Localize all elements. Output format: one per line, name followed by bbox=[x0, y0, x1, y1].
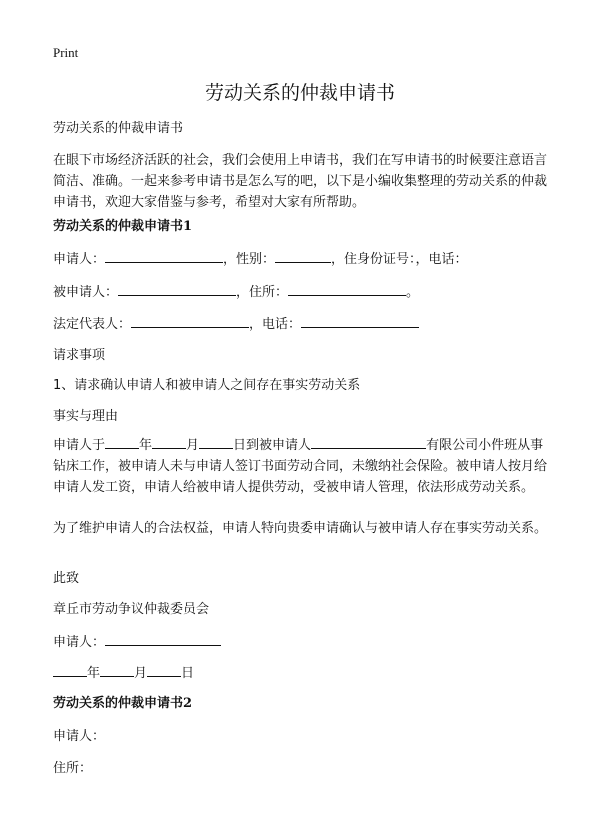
company-name-blank bbox=[311, 434, 426, 449]
signature-label: 申请人： bbox=[53, 635, 106, 650]
gender-label: ，性别： bbox=[223, 252, 276, 267]
sign-day-blank bbox=[147, 662, 181, 677]
applicant-line bbox=[53, 248, 548, 270]
request-item-1: 1、请求确认申请人和被申请人之间存在事实劳动关系 bbox=[53, 378, 361, 393]
section-2-applicant: 申请人： bbox=[53, 729, 106, 744]
respondent-label: 被申请人： bbox=[53, 285, 119, 300]
applicant-name-blank bbox=[105, 248, 223, 263]
date-year-label: 年 bbox=[87, 666, 101, 681]
id-phone-label: ，住身份证号：，电话： bbox=[331, 252, 468, 267]
facts-paragraph-2: 为了维护申请人的合法权益，申请人特向贵委申请确认与被申请人存在事实劳动关系。 bbox=[53, 521, 548, 536]
year-label: 年 bbox=[139, 438, 153, 453]
page-title: 劳动关系的仲裁申请书 bbox=[204, 82, 395, 104]
signature-blank bbox=[105, 631, 221, 646]
legal-rep-label: 法定代表人： bbox=[53, 317, 132, 332]
applicant-label: 申请人： bbox=[53, 252, 106, 267]
gender-blank bbox=[275, 248, 331, 263]
facts-text: 申请人于 bbox=[53, 438, 106, 453]
section-1-heading: 劳动关系的仲裁申请书1 bbox=[53, 219, 193, 234]
phone-label: ，电话： bbox=[249, 317, 302, 332]
facts-text-cont: 有限公司小件班从事钻床工作，被申请人未与申请人签订书面劳动合同，未缴纳社会保险。被申请人按月给申请人发工资，申请人给被申请人提供劳动，受被申请人管理，依法形成劳动关系。 bbox=[53, 438, 548, 495]
respondent-name-blank bbox=[118, 281, 236, 296]
respondent-address-blank bbox=[288, 281, 406, 296]
closing-text: 此致 bbox=[53, 571, 80, 586]
section-2-heading: 劳动关系的仲裁申请书2 bbox=[53, 696, 193, 711]
committee-name: 章丘市劳动争议仲裁委员会 bbox=[53, 602, 210, 617]
facts-heading: 事实与理由 bbox=[53, 409, 119, 424]
requests-heading: 请求事项 bbox=[53, 348, 106, 363]
start-month-blank bbox=[152, 434, 186, 449]
month-label: 月 bbox=[186, 438, 200, 453]
phone-blank bbox=[301, 313, 419, 328]
start-day-blank bbox=[199, 434, 233, 449]
start-year-blank bbox=[105, 434, 139, 449]
sign-year-blank bbox=[53, 662, 87, 677]
day-to-label: 日到被申请人 bbox=[233, 438, 312, 453]
respondent-line bbox=[53, 281, 548, 303]
print-link[interactable]: Print bbox=[53, 45, 79, 60]
section-2-address: 住所： bbox=[53, 761, 93, 776]
date-line bbox=[53, 662, 548, 684]
facts-paragraph-1 bbox=[53, 434, 548, 498]
date-day-label: 日 bbox=[181, 666, 195, 681]
sign-month-blank bbox=[100, 662, 134, 677]
date-month-label: 月 bbox=[134, 666, 148, 681]
respondent-period: 。 bbox=[406, 285, 420, 300]
legal-rep-line bbox=[53, 313, 548, 335]
signature-line bbox=[53, 631, 548, 653]
respondent-address-label: ，住所： bbox=[236, 285, 289, 300]
document-subtitle: 劳动关系的仲裁申请书 bbox=[53, 121, 184, 136]
legal-rep-blank bbox=[131, 313, 249, 328]
intro-paragraph: 在眼下市场经济活跃的社会，我们会使用上申请书，我们在写申请书的时候要注意语言简洁、准确。一起来参考申请书是怎么写的吧，以下是小编收集整理的劳动关系的仲裁申请书，欢迎大家借鉴与参考，希望对大家有所帮助。 bbox=[53, 153, 548, 210]
